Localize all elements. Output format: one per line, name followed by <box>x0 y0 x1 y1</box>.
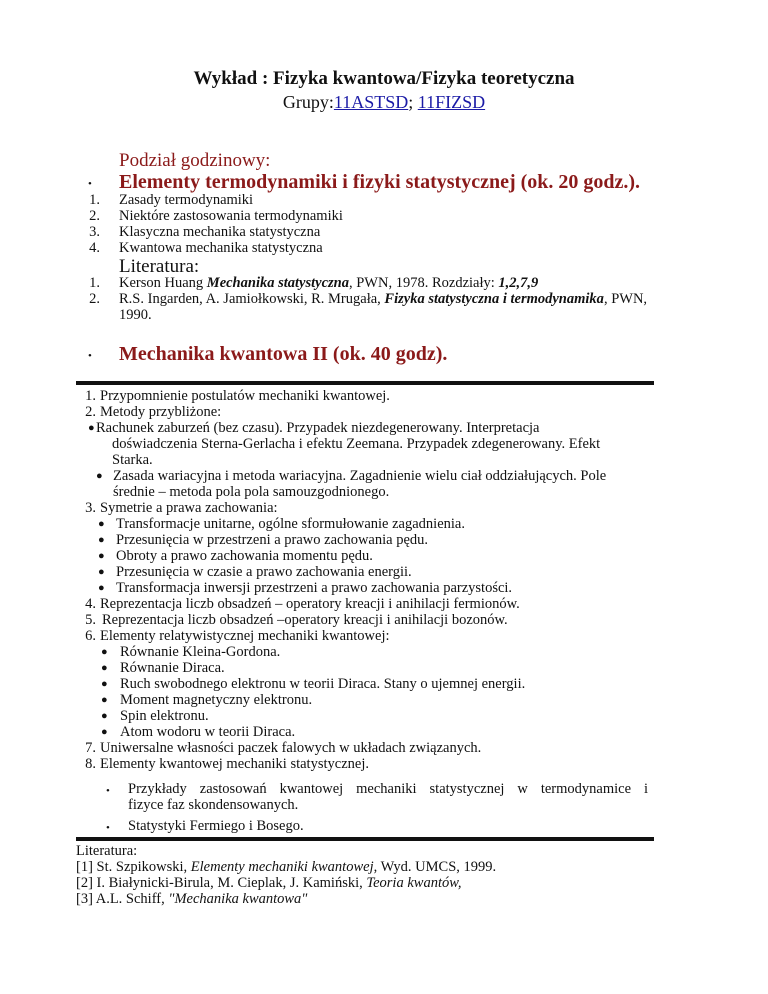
list-number: 4. <box>85 596 96 612</box>
group-link-11fizsd[interactable]: 11FIZSD <box>417 92 486 112</box>
section1-heading: Elementy termodynamiki i fizyki statystycznej (ok. 20 godz.). <box>119 171 641 193</box>
group-link-11astsd[interactable]: 11ASTSD <box>333 92 409 112</box>
list-item: Metody przybliżone: <box>100 404 222 420</box>
bullet-icon: ● <box>98 582 105 594</box>
list-item: Ruch swobodnego elektronu w teorii Diraca. Stany o ujemnej energii. <box>120 676 526 692</box>
bullet-icon: • <box>88 350 92 362</box>
bullet-icon: • <box>106 785 110 797</box>
bullet-icon: • <box>88 178 92 190</box>
bullet-icon: ● <box>88 422 95 434</box>
list-item-cont: doświadczenia Sterna-Gerlacha i efektu Zeemana. Przypadek zdegenerowany. Efekt <box>112 436 601 452</box>
bullet-icon: ● <box>101 694 108 706</box>
bullet-icon: ● <box>98 566 105 578</box>
divider <box>76 837 654 841</box>
bullet-icon: • <box>106 822 110 834</box>
list-item: Uniwersalne własności paczek falowych w układach związanych. <box>100 740 482 756</box>
groups-label: Grupy: <box>282 92 334 112</box>
list-item: Atom wodoru w teorii Diraca. <box>120 724 296 740</box>
list-item: Symetrie a prawa zachowania: <box>100 500 278 516</box>
list-item: Zasada wariacyjna i metoda wariacyjna. Zagadnienie wielu ciał oddziałujących. Pole <box>113 468 607 484</box>
list-item: Transformacja inwersji przestrzeni a prawo zachowania parzystości. <box>116 580 513 596</box>
bullet-icon: ● <box>101 662 108 674</box>
reference-item: [1] St. Szpikowski, Elementy mechaniki kwantowej, Wyd. UMCS, 1999. <box>76 859 497 875</box>
list-item-cont: Starka. <box>112 452 153 468</box>
list-number: 1. <box>89 192 100 208</box>
bullet-icon: ● <box>101 646 108 658</box>
literature-item: Kerson Huang Mechanika statystyczna, PWN, 1978. Rozdziały: 1,2,7,9 <box>119 275 539 291</box>
list-item: Kwantowa mechanika statystyczna <box>119 240 323 256</box>
divider <box>76 381 654 385</box>
bullet-icon: ● <box>98 518 105 530</box>
list-item: Przypomnienie postulatów mechaniki kwantowej. <box>100 388 390 404</box>
list-number: 6. <box>85 628 96 644</box>
list-item: Elementy kwantowej mechaniki statystycznej. <box>100 756 369 772</box>
list-number: 2. <box>89 291 100 307</box>
literature-item-cont: 1990. <box>119 307 152 323</box>
list-item: Obroty a prawo zachowania momentu pędu. <box>116 548 373 564</box>
list-item: Statystyki Fermiego i Bosego. <box>128 818 304 834</box>
section1-subtitle: Podział godzinowy: <box>119 150 271 171</box>
list-number: 5. <box>85 612 96 628</box>
bullet-icon: ● <box>101 726 108 738</box>
list-item: Równanie Diraca. <box>120 660 225 676</box>
list-item: Zasady termodynamiki <box>119 192 254 208</box>
reference-item: [3] A.L. Schiff, "Mechanika kwantowa" <box>76 891 308 907</box>
list-number: 3. <box>89 224 100 240</box>
list-item: Przesunięcia w przestrzeni a prawo zachowania pędu. <box>116 532 429 548</box>
list-item: Niektóre zastosowania termodynamiki <box>119 208 343 224</box>
list-number: 4. <box>89 240 100 256</box>
groups-separator: ; <box>408 92 414 112</box>
list-item: Transformacje unitarne, ogólne sformułowanie zagadnienia. <box>116 516 465 532</box>
section2-heading: Mechanika kwantowa II (ok. 40 godz). <box>119 343 448 365</box>
bullet-icon: ● <box>98 550 105 562</box>
groups-line <box>0 91 768 113</box>
list-number: 2. <box>89 208 100 224</box>
literature-item: R.S. Ingarden, A. Jamiołkowski, R. Mrugała, Fizyka statystyczna i termodynamika, PWN, <box>119 291 648 307</box>
list-item-cont: fizyce faz skondensowanych. <box>128 797 299 813</box>
bullet-icon: ● <box>101 678 108 690</box>
literature-title: Literatura: <box>119 256 200 277</box>
list-item: Równanie Kleina-Gordona. <box>120 644 281 660</box>
list-item: Rachunek zaburzeń (bez czasu). Przypadek niezdegenerowany. Interpretacja <box>96 420 540 436</box>
list-item: Moment magnetyczny elektronu. <box>120 692 313 708</box>
list-item-cont: średnie – metoda pola pola samouzgodnionego. <box>113 484 390 500</box>
reference-item: [2] I. Białynicki-Birula, M. Cieplak, J. Kamiński, Teoria kwantów, <box>76 875 462 891</box>
list-item: Reprezentacja liczb obsadzeń – operatory kreacji i anihilacji fermionów. <box>100 596 520 612</box>
list-number: 3. <box>85 500 96 516</box>
list-number: 8. <box>85 756 96 772</box>
page-title: Wykład : Fizyka kwantowa/Fizyka teoretyczna <box>193 68 575 89</box>
list-number: 7. <box>85 740 96 756</box>
bullet-icon: ● <box>96 470 103 482</box>
list-item: Klasyczna mechanika statystyczna <box>119 224 321 240</box>
list-item: Przykłady zastosowań kwantowej mechaniki statystycznej w termodynamice i <box>128 781 648 797</box>
list-item: Reprezentacja liczb obsadzeń –operatory kreacji i anihilacji bozonów. <box>102 612 508 628</box>
bullet-icon: ● <box>101 710 108 722</box>
list-item: Przesunięcia w czasie a prawo zachowania energii. <box>116 564 412 580</box>
literature-title: Literatura: <box>76 843 138 859</box>
list-number: 1. <box>85 388 96 404</box>
list-item: Spin elektronu. <box>120 708 209 724</box>
list-number: 2. <box>85 404 96 420</box>
list-number: 1. <box>89 275 100 291</box>
list-item: Elementy relatywistycznej mechaniki kwantowej: <box>100 628 390 644</box>
bullet-icon: ● <box>98 534 105 546</box>
